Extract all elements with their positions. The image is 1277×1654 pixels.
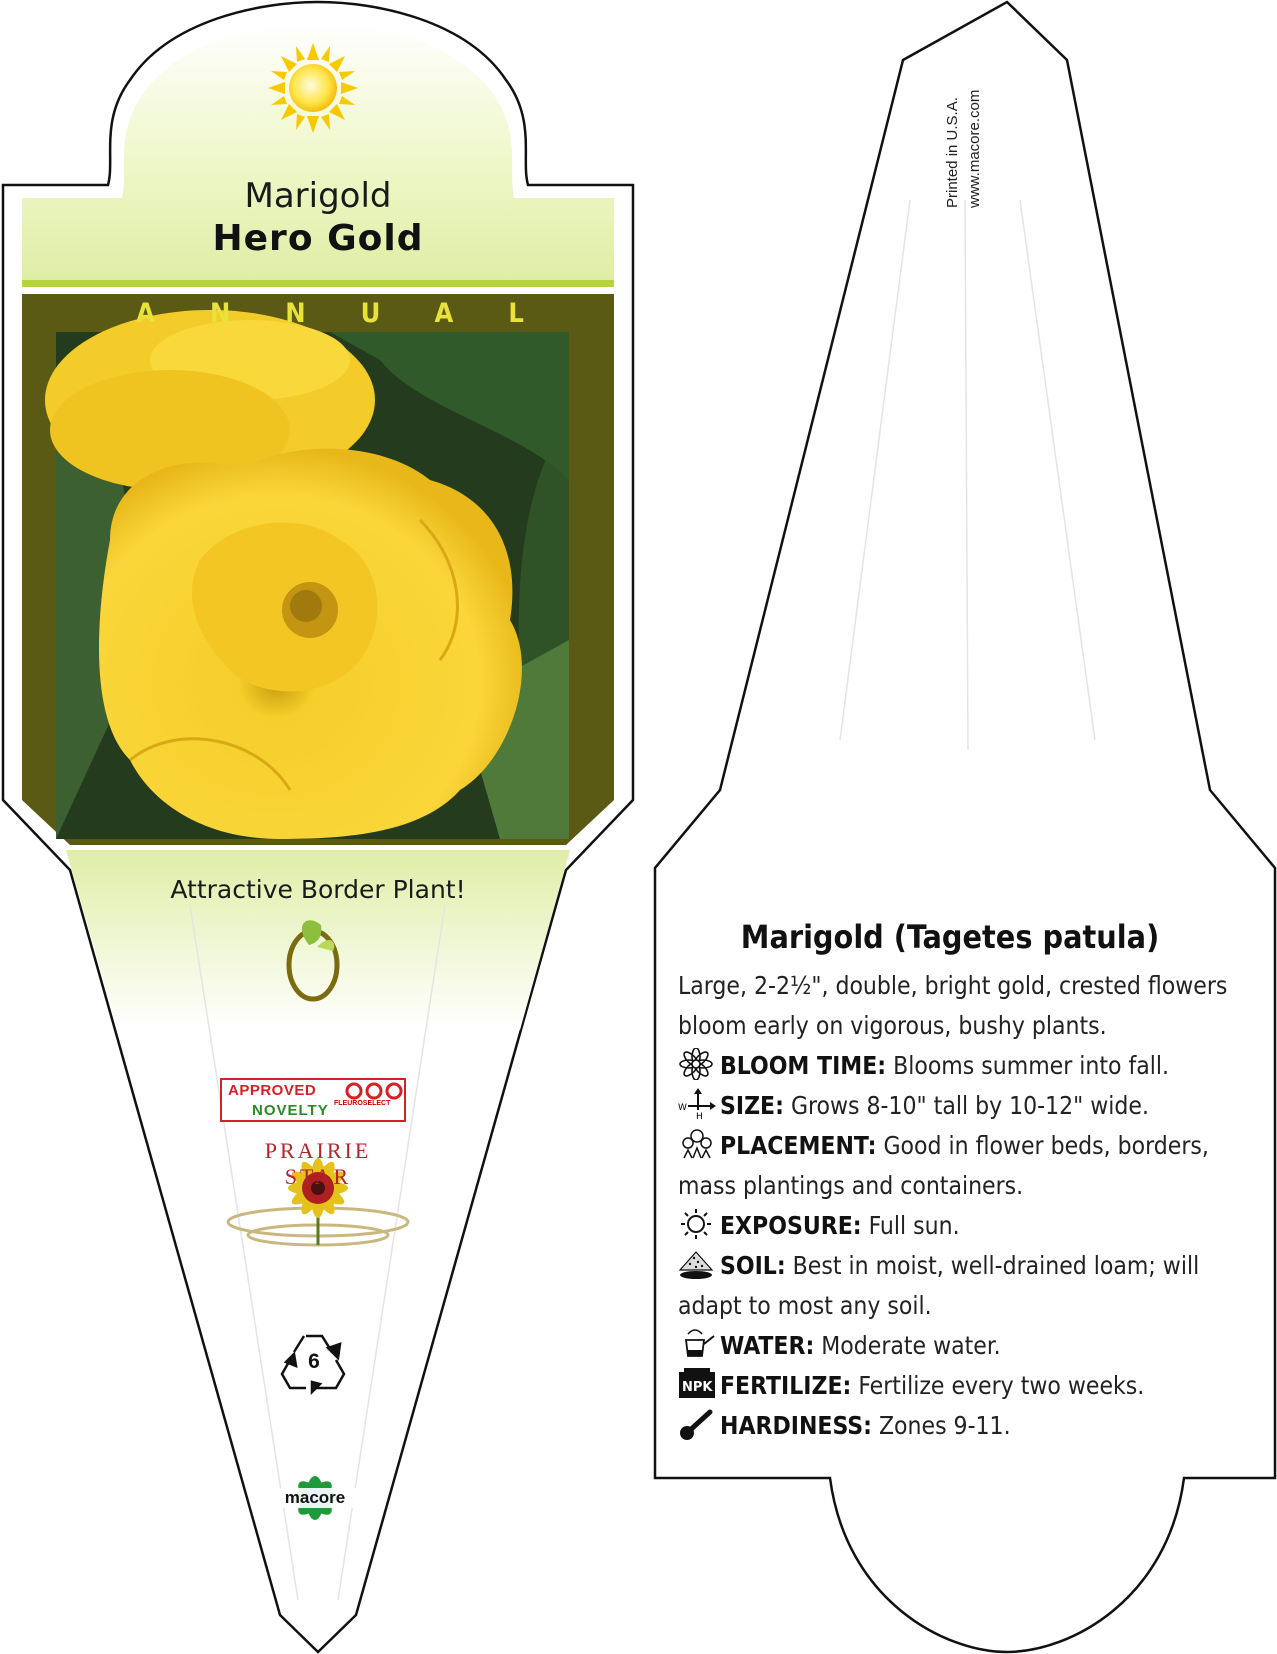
back-title: Marigold (Tagetes patula) — [740, 918, 1160, 956]
prairie-star-wordmark: PRAIRIE STAR — [264, 1138, 372, 1189]
sun-outline-icon — [678, 1208, 716, 1240]
svg-text:NPK: NPK — [682, 1380, 713, 1395]
tagline: Attractive Border Plant! — [170, 875, 466, 904]
svg-text:H: H — [696, 1112, 703, 1120]
watering-can-icon — [678, 1328, 716, 1360]
thermometer-icon — [678, 1408, 716, 1440]
info-size: W H SIZE: Grows 8-10" tall by 10-12" wide. — [678, 1086, 1248, 1126]
fleuroselect-flowers-icon — [344, 1082, 404, 1100]
badge-org: FLEUROSELECT — [334, 1100, 391, 1107]
npk-icon — [678, 1368, 716, 1400]
website: www.macore.com — [966, 89, 983, 208]
info-soil: SOIL: Best in moist, well-drained loam; will adapt to most any soil. — [678, 1246, 1248, 1326]
printed-in: Printed in U.S.A. — [944, 97, 961, 208]
approved-novelty-badge — [220, 1078, 406, 1122]
plant-variety-name: Hero Gold — [212, 218, 424, 259]
flower-icon — [678, 1048, 716, 1080]
info-exposure: EXPOSURE: Full sun. — [678, 1206, 1248, 1246]
badge-line1: APPROVED — [228, 1082, 317, 1099]
size-icon — [678, 1088, 716, 1120]
info-bloom-time: BLOOM TIME: Blooms summer into fall. — [678, 1046, 1248, 1086]
placement-icon — [678, 1128, 716, 1160]
plant-type-label: ANNUAL — [136, 298, 579, 329]
info-water: WATER: Moderate water. — [678, 1326, 1248, 1366]
info-placement: PLACEMENT: Good in flower beds, borders, mass plantings and containers. — [678, 1126, 1248, 1206]
description: Large, 2-2½", double, bright gold, crested flowers bloom early on vigorous, bushy plants. — [678, 971, 1228, 1040]
plant-common-name: Marigold — [244, 176, 392, 216]
soil-icon — [678, 1248, 716, 1280]
sun-icon — [268, 43, 358, 133]
svg-text:W: W — [678, 1103, 687, 1113]
info-fertilize: NPK FERTILIZE: Fertilize every two weeks. — [678, 1366, 1248, 1406]
printed-in-notice — [942, 90, 986, 208]
flower-photo — [45, 310, 569, 839]
info-hardiness: HARDINESS: Zones 9-11. — [678, 1406, 1248, 1446]
macore-wordmark: macore — [284, 1488, 346, 1507]
recycle-code: 6 — [308, 1350, 320, 1373]
header-rule — [22, 280, 614, 287]
badge-line2: NOVELTY — [252, 1102, 329, 1119]
